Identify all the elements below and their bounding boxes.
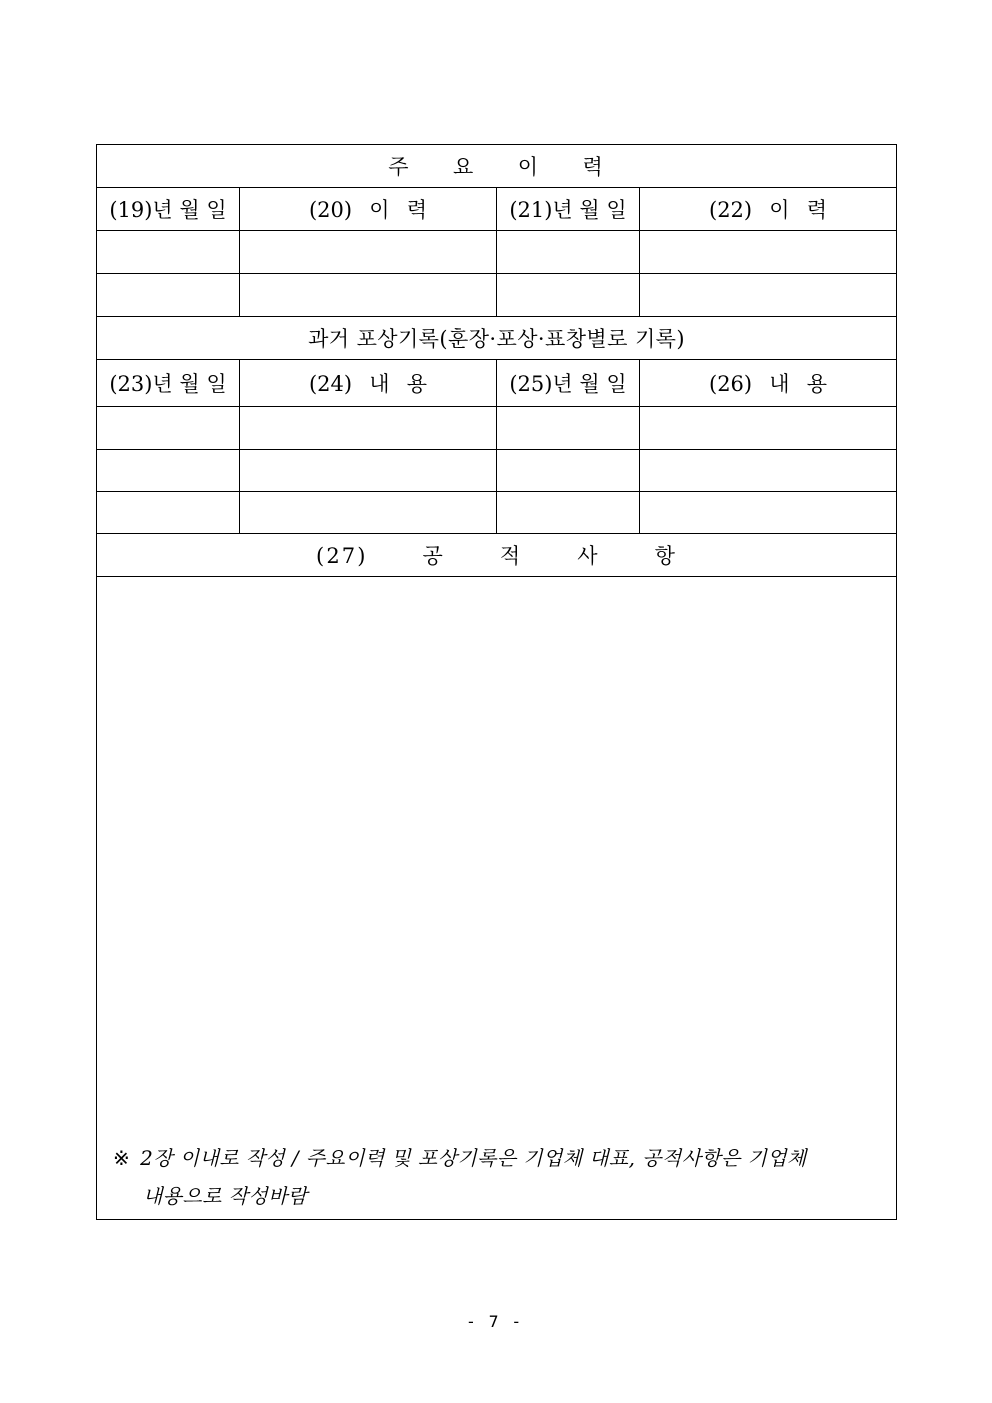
writing-instruction-note <box>113 1139 896 1215</box>
awards-content-header-1: (24) 내 용 <box>240 360 497 407</box>
awards-date-cell[interactable] <box>497 450 640 492</box>
awards-date-cell[interactable] <box>497 492 640 534</box>
career-date-cell[interactable] <box>97 231 240 274</box>
merits-body-cell[interactable] <box>97 577 897 1220</box>
awards-content-header-2: (26) 내 용 <box>640 360 897 407</box>
career-section-header-row <box>97 145 897 188</box>
awards-date-header-1: (23)년 월 일 <box>97 360 240 407</box>
career-date-cell[interactable] <box>497 274 640 317</box>
awards-column-header-row <box>97 360 897 407</box>
career-history-cell[interactable] <box>640 231 897 274</box>
awards-date-cell[interactable] <box>97 407 240 450</box>
career-history-cell[interactable] <box>240 231 497 274</box>
career-entry-row <box>97 274 897 317</box>
awards-entry-row <box>97 492 897 534</box>
career-date-header-2: (21)년 월 일 <box>497 188 640 231</box>
awards-date-cell[interactable] <box>97 492 240 534</box>
awards-entry-row <box>97 450 897 492</box>
awards-content-cell[interactable] <box>640 450 897 492</box>
career-entry-row <box>97 231 897 274</box>
awards-section-header-row <box>97 317 897 360</box>
merits-section-header-row <box>97 534 897 577</box>
note-line-2: 내용으로 작성바람 <box>143 1184 308 1208</box>
career-history-cell[interactable] <box>240 274 497 317</box>
merits-body-row <box>97 577 897 1220</box>
note-line-1: 2장 이내로 작성 / 주요이력 및 포상기록은 기업체 대표, 공적사항은 기업체 <box>140 1146 807 1170</box>
page-number: - 7 - <box>468 1312 524 1331</box>
awards-content-cell[interactable] <box>640 492 897 534</box>
merits-section-title-cell <box>97 534 897 577</box>
career-date-cell[interactable] <box>97 274 240 317</box>
career-section-title-cell <box>97 145 897 188</box>
awards-content-cell[interactable] <box>240 407 497 450</box>
reference-mark: ※ <box>113 1146 131 1170</box>
career-date-cell[interactable] <box>497 231 640 274</box>
career-section-title: 주 요 이 력 <box>388 155 605 179</box>
career-date-header-1: (19)년 월 일 <box>97 188 240 231</box>
awards-content-cell[interactable] <box>640 407 897 450</box>
career-column-header-row <box>97 188 897 231</box>
awards-content-cell[interactable] <box>240 492 497 534</box>
awards-content-cell[interactable] <box>240 450 497 492</box>
career-history-header-1: (20) 이 력 <box>240 188 497 231</box>
awards-date-cell[interactable] <box>497 407 640 450</box>
merits-section-title: (27) 공 적 사 항 <box>316 544 677 568</box>
career-history-cell[interactable] <box>640 274 897 317</box>
awards-section-title-cell <box>97 317 897 360</box>
awards-date-header-2: (25)년 월 일 <box>497 360 640 407</box>
awards-section-title: 과거 포상기록(훈장·포상·표창별로 기록) <box>308 327 685 351</box>
awards-entry-row <box>97 407 897 450</box>
career-history-header-2: (22) 이 력 <box>640 188 897 231</box>
awards-date-cell[interactable] <box>97 450 240 492</box>
recommendation-form-table <box>96 144 897 1220</box>
